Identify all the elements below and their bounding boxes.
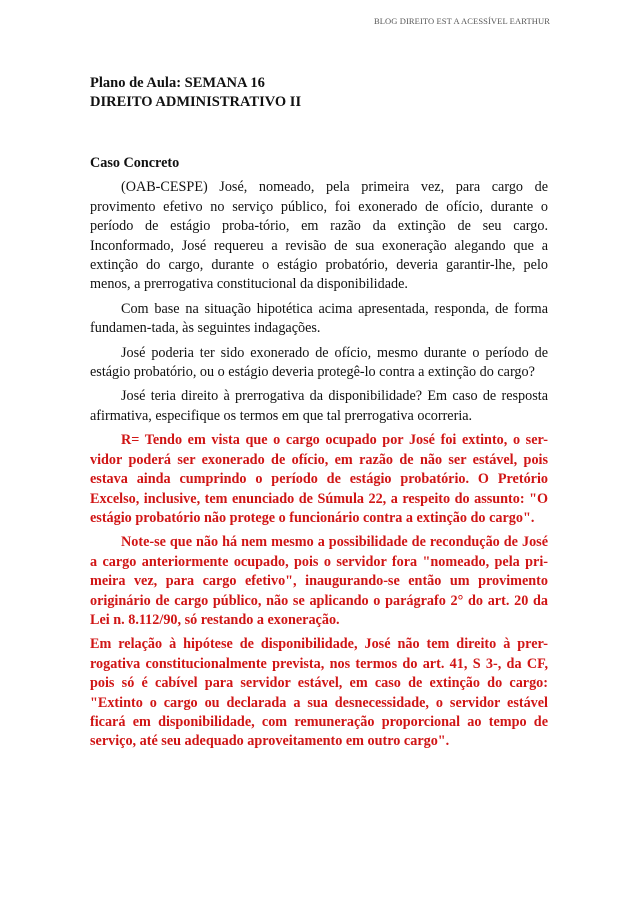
answer-paragraph: R= Tendo em vista que o cargo ocupado por José foi extinto, o ser-vidor poderá ser exonerado de ofício, em razão de não ser estável, pois estava ainda cumprindo o período de estágio probatório. O Pretório Excelso, inclusive, tem enunciado de Súmula 22, a respeito do assunto: "O estágio probatório não protege o funcionário contra a extinção do cargo". — [90, 432, 548, 526]
answer-paragraph: Em relação à hipótese de disponibilidade, José não tem direito à prer-rogativa constitucionalmente prevista, nos termos do art. 41, S 3-, da CF, pois só é cabível para servidor estável, em caso de extinção do cargo: "Extinto o cargo ou declarada a sua desnecessidade, o servidor estável ficará em disponibilidade, com remuneração proporcional ao tempo de serviço, até seu adequado aproveitamento em outro cargo". — [90, 636, 548, 750]
lesson-title-line2: DIREITO ADMINISTRATIVO II — [90, 94, 302, 110]
case-paragraph: Com base na situação hipotética acima apresentada, responda, de forma fundamen-tada, às seguintes indagações. — [90, 300, 548, 337]
case-section — [90, 154, 548, 757]
lesson-title — [90, 74, 301, 112]
question-paragraph: José poderia ter sido exonerado de ofício, mesmo durante o período de estágio probatório, ou o estágio deveria protegê-lo contra a extinção do cargo? — [90, 344, 548, 381]
answer-paragraph: Note-se que não há nem mesmo a possibilidade de recondução de José a cargo anteriormente ocupado, pois o servidor fora "nomeado, pela pri-meira vez, para cargo efetivo", inaugurando-se então um provimento originário de cargo público, não se aplicando o parágrafo 2° do art. 20 da Lei n. 8.112/90, só restando a exoneração. — [90, 534, 548, 628]
case-heading: Caso Concreto — [90, 155, 180, 171]
lesson-title-line1: Plano de Aula: SEMANA 16 — [90, 75, 265, 91]
case-paragraph: (OAB-CESPE) José, nomeado, pela primeira vez, para cargo de provimento efetivo no serviço público, foi exonerado de ofício, durante o período de estágio proba-tório, em razão da extinção de seu cargo. Inconformado, José requereu a revisão de sua exoneração alegando que a extinção do cargo, durante o estágio probatório, deveria garantir-lhe, pelo menos, a prerrogativa constitucional da disponibilidade. — [90, 179, 548, 293]
question-paragraph: José teria direito à prerrogativa da disponibilidade? Em caso de resposta afirmativa, especifique os termos em que tal prerrogativa ocorreria. — [90, 388, 548, 424]
blog-header: BLOG DIREITO EST A ACESSÍVEL EARTHUR — [373, 16, 550, 26]
